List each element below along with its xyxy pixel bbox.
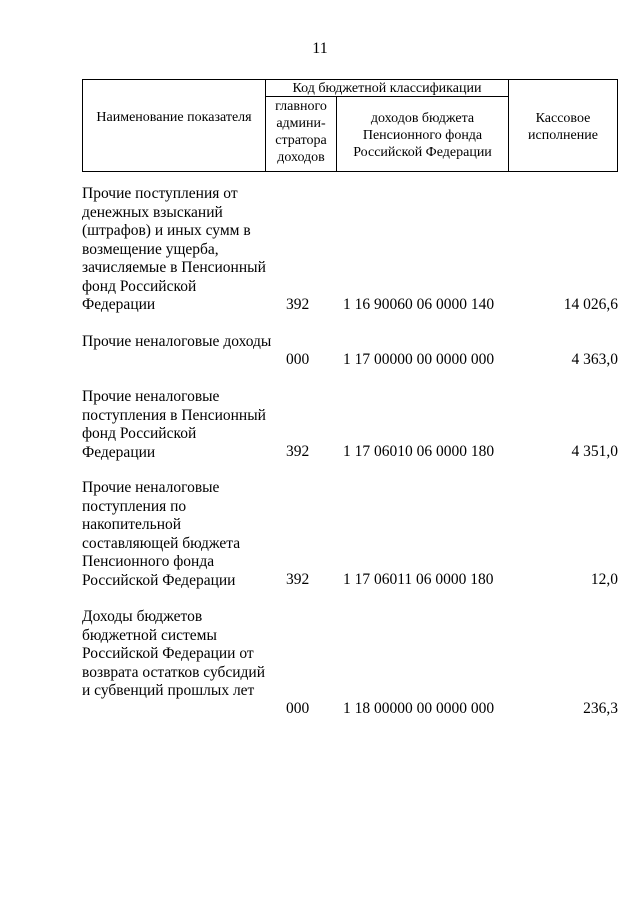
row-name: Прочие неналоговые поступления по накопительной составляющей бюджета Пенсионного фонда Российской Федерации	[82, 479, 241, 589]
row-amount: 4 363,0	[571, 351, 618, 368]
row-code: 1 17 06010 06 0000 180	[343, 443, 495, 460]
row-name: Прочие поступления от денежных взысканий (штрафов) и иных сумм в возмещение ущерба, зачисляемые в Пенсионный фонд Российской Федерации	[82, 185, 266, 313]
header-execution: Кассовое исполнение	[528, 111, 598, 143]
page-number: 11	[312, 40, 328, 57]
row-admin: 392	[286, 296, 310, 313]
row-name: Прочие неналоговые поступления в Пенсионный фонд Российской Федерации	[82, 388, 266, 461]
header-name: Наименование показателя	[96, 110, 252, 125]
row-name: Прочие неналоговые доходы	[82, 333, 272, 350]
row-amount: 14 026,6	[563, 296, 618, 313]
row-code: 1 18 00000 00 0000 000	[343, 700, 495, 717]
header-income-code: доходов бюджета Пенсионного фонда Российской Федерации	[353, 111, 492, 160]
row-code: 1 16 90060 06 0000 140	[343, 296, 495, 313]
row-amount: 236,3	[583, 700, 618, 717]
header-classification-group: Код бюджетной классификации	[292, 81, 482, 96]
row-admin: 392	[286, 571, 310, 588]
row-code: 1 17 00000 00 0000 000	[343, 351, 495, 368]
row-name: Доходы бюджетов бюджетной системы Российской Федерации от возврата остатков субсидий и субвенций прошлых лет	[82, 608, 266, 699]
row-amount: 12,0	[590, 571, 618, 588]
row-admin: 000	[286, 351, 310, 368]
row-admin: 392	[286, 443, 310, 460]
row-admin: 000	[286, 700, 310, 717]
row-code: 1 17 06011 06 0000 180	[343, 571, 494, 588]
header-bottom-border	[82, 171, 618, 172]
header-right-border	[617, 79, 618, 172]
row-amount: 4 351,0	[571, 443, 618, 460]
header-admin-code: главного админи-стратора доходов	[275, 99, 327, 165]
